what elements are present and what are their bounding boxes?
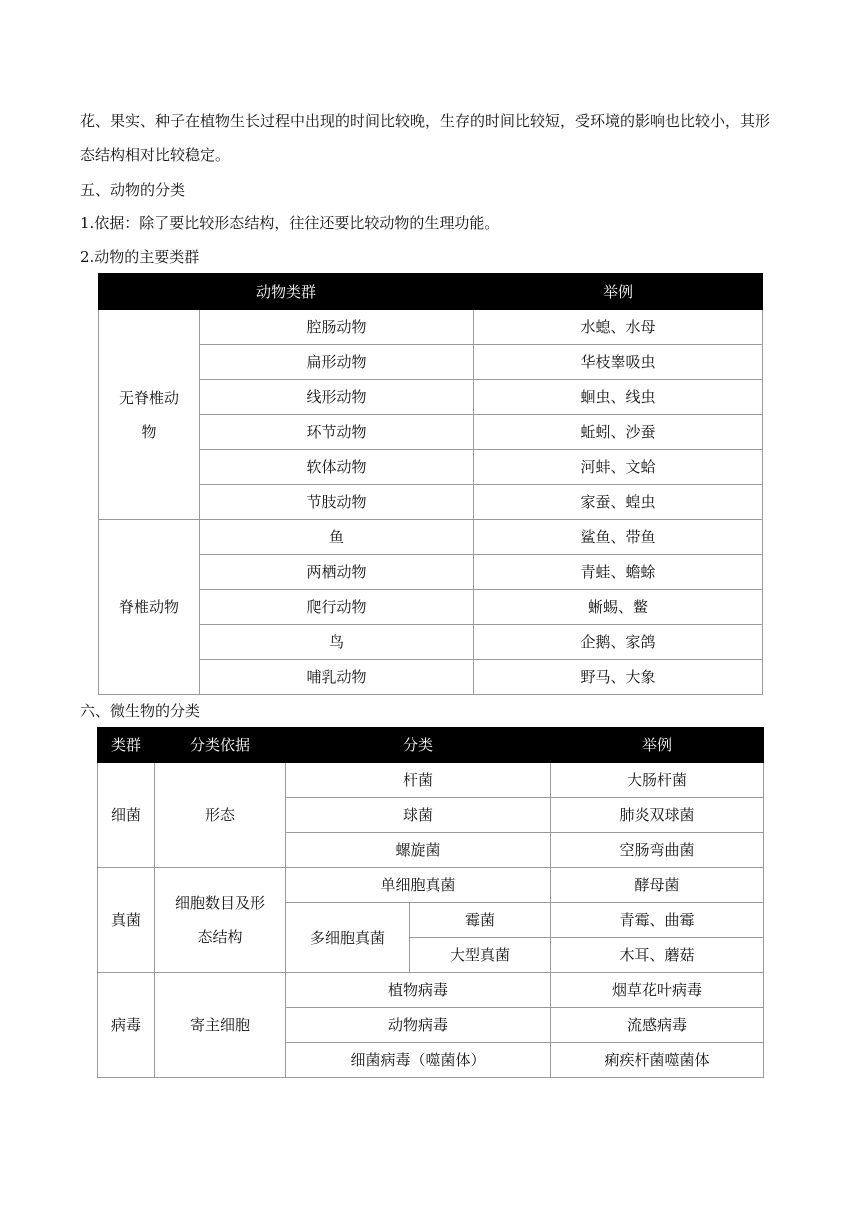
animal-type: 哺乳动物: [200, 660, 474, 695]
microbe-example: 肺炎双球菌: [551, 798, 764, 833]
animal-example: 青蛙、蟾蜍: [474, 555, 763, 590]
animal-example: 蜥蜴、鳖: [474, 590, 763, 625]
microbe-class: 螺旋菌: [286, 833, 551, 868]
animal-type: 软体动物: [200, 450, 474, 485]
multicellular-fungi-label: 多细胞真菌: [286, 903, 410, 973]
animal-example: 蛔虫、线虫: [474, 380, 763, 415]
group-fungi: 真菌: [98, 868, 155, 973]
basis-bacteria: 形态: [155, 763, 286, 868]
group-invertebrates: 无脊椎动物: [99, 310, 200, 520]
microbe-class: 杆菌: [286, 763, 551, 798]
section-heading-animals: 五、动物的分类: [80, 181, 186, 199]
intro-paragraph: 花、果实、种子在植物生长过程中出现的时间比较晚，生存的时间比较短，受环境的影响也比较小，其形态结构相对比较稳定。: [80, 112, 771, 164]
animal-example: 水螅、水母: [474, 310, 763, 345]
table-header-row: [99, 274, 763, 310]
table-header-row: [98, 728, 764, 763]
animal-example: 华枝睾吸虫: [474, 345, 763, 380]
table-row: [98, 973, 764, 1008]
table-row: [98, 763, 764, 798]
basis-virus: 寄主细胞: [155, 973, 286, 1078]
section-item-groups: 2.动物的主要类群: [80, 248, 200, 266]
microbe-class: 动物病毒: [286, 1008, 551, 1043]
animal-type: 两栖动物: [200, 555, 474, 590]
microbe-example: 烟草花叶病毒: [551, 973, 764, 1008]
header-animal-group: 动物类群: [99, 274, 474, 310]
microbe-classification-table: [97, 727, 764, 1078]
table-row: [99, 310, 763, 345]
animal-type: 鱼: [200, 520, 474, 555]
animal-example: 蚯蚓、沙蚕: [474, 415, 763, 450]
table-row: [99, 520, 763, 555]
microbe-subclass: 大型真菌: [410, 938, 551, 973]
group-bacteria: 细菌: [98, 763, 155, 868]
basis-fungi: 细胞数目及形态结构: [155, 868, 286, 973]
animal-example: 河蚌、文蛤: [474, 450, 763, 485]
header-example: 举例: [474, 274, 763, 310]
animal-type: 扁形动物: [200, 345, 474, 380]
microbe-class: 单细胞真菌: [286, 868, 551, 903]
header-group: 类群: [98, 728, 155, 763]
section-item-basis: 1.依据：除了要比较形态结构，往往还要比较动物的生理功能。: [80, 214, 500, 232]
animal-example: 鲨鱼、带鱼: [474, 520, 763, 555]
microbe-class: 植物病毒: [286, 973, 551, 1008]
animal-classification-table: [98, 273, 763, 695]
microbe-example: 痢疾杆菌噬菌体: [551, 1043, 764, 1078]
microbe-subclass: 霉菌: [410, 903, 551, 938]
microbe-example: 空肠弯曲菌: [551, 833, 764, 868]
microbe-example: 大肠杆菌: [551, 763, 764, 798]
animal-type: 线形动物: [200, 380, 474, 415]
group-virus: 病毒: [98, 973, 155, 1078]
microbe-example: 酵母菌: [551, 868, 764, 903]
animal-type: 环节动物: [200, 415, 474, 450]
microbe-class: 球菌: [286, 798, 551, 833]
microbe-example: 流感病毒: [551, 1008, 764, 1043]
section-heading-microbes: 六、微生物的分类: [80, 702, 201, 720]
header-class: 分类: [286, 728, 551, 763]
header-example: 举例: [551, 728, 764, 763]
animal-type: 鸟: [200, 625, 474, 660]
animal-type: 腔肠动物: [200, 310, 474, 345]
animal-example: 企鹅、家鸽: [474, 625, 763, 660]
microbe-example: 木耳、蘑菇: [551, 938, 764, 973]
microbe-example: 青霉、曲霉: [551, 903, 764, 938]
animal-type: 节肢动物: [200, 485, 474, 520]
animal-type: 爬行动物: [200, 590, 474, 625]
animal-example: 野马、大象: [474, 660, 763, 695]
animal-example: 家蚕、蝗虫: [474, 485, 763, 520]
microbe-class: 细菌病毒（噬菌体）: [286, 1043, 551, 1078]
table-row: [98, 868, 764, 903]
group-vertebrates: 脊椎动物: [99, 520, 200, 695]
header-basis: 分类依据: [155, 728, 286, 763]
